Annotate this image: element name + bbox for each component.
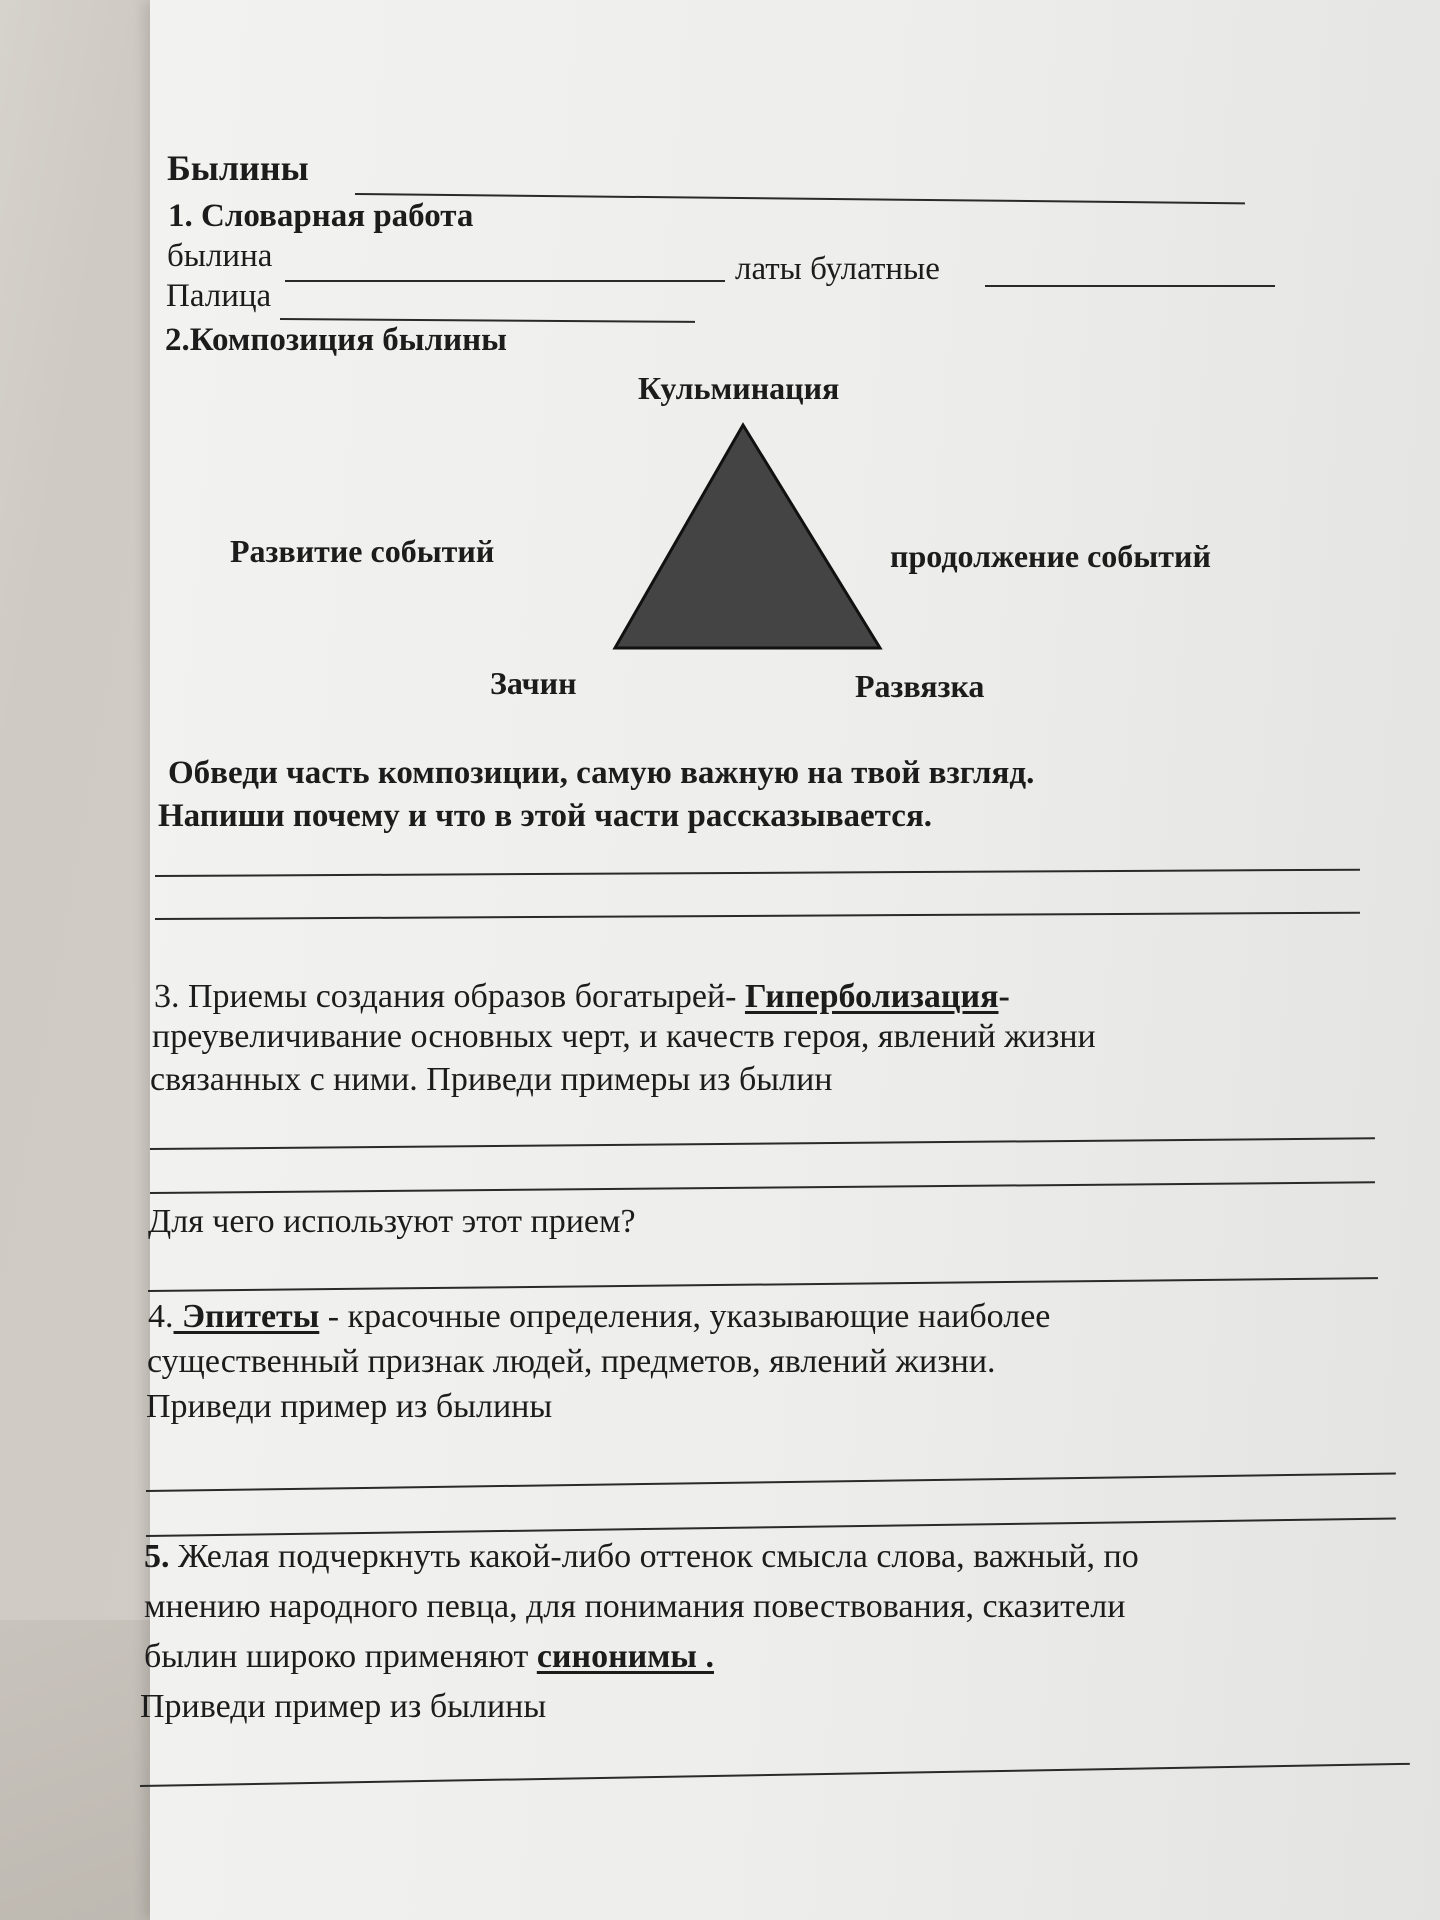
section-5-line-4: Приведи пример из былины: [140, 1688, 547, 1725]
circle-task-line-1: Обведи часть композиции, самую важную на твой взгляд.: [168, 755, 1035, 791]
section-3-dash: -: [998, 978, 1010, 1015]
section-4-answer-line-1: [146, 1473, 1396, 1492]
term-bylina: былина: [167, 238, 273, 274]
section-3-question: Для чего используют этот прием?: [148, 1203, 636, 1240]
section-5-text: Желая подчеркнуть какой-либо оттенок смысла слова, важный, по: [169, 1538, 1139, 1575]
circle-task-answer-line-1: [155, 869, 1360, 877]
section-4-number: 4.: [148, 1298, 174, 1335]
section-4-line-3: Приведи пример из былины: [146, 1388, 553, 1425]
composition-triangle: [610, 420, 900, 655]
section-4-answer-line-2: [146, 1518, 1396, 1537]
section-4-definition: - красочные определения, указывающие наиболее: [319, 1298, 1051, 1335]
title-answer-line: [355, 193, 1245, 204]
section-3-line-1: [154, 980, 1010, 1014]
section-5-line-2: мнению народного певца, для понимания повествования, сказители: [144, 1588, 1126, 1625]
section-4-line-2: существенный признак людей, предметов, явлений жизни.: [147, 1343, 996, 1380]
section-5-answer-line: [140, 1763, 1410, 1787]
term-synonyms: синонимы .: [536, 1638, 714, 1675]
label-denouement: Развязка: [855, 668, 985, 704]
label-culmination: Кульминация: [638, 370, 840, 406]
section-3-line-2: преувеличивание основных черт, и качеств героя, явлений жизни: [152, 1018, 1096, 1055]
term-epithets: Эпитеты: [173, 1298, 320, 1335]
section-3-answer-line-1: [150, 1137, 1375, 1150]
worksheet-title: Былины: [167, 148, 309, 188]
term-palitsa: Палица: [166, 278, 272, 314]
section-5-line-1: [144, 1540, 1139, 1574]
section-5-line-3-prefix: былин широко применяют: [144, 1638, 537, 1675]
section-5-number: 5.: [144, 1538, 170, 1575]
section-3-answer-line-2: [150, 1181, 1375, 1194]
laty-answer-line: [985, 285, 1275, 287]
section-4-line-1: [148, 1300, 1050, 1334]
section-5-line-3: [144, 1640, 714, 1674]
term-laty-bulatnye: латы булатные: [735, 251, 940, 287]
circle-task-answer-line-2: [155, 912, 1360, 920]
label-development: Развитие событий: [230, 533, 495, 569]
section-3-line-3: связанных с ними. Приведи примеры из былин: [150, 1061, 833, 1098]
section-1-heading: 1. Словарная работа: [168, 198, 474, 234]
label-beginning: Зачин: [490, 665, 577, 701]
triangle-shape: [615, 425, 880, 648]
section-2-heading: 2.Композиция былины: [165, 322, 507, 358]
circle-task-line-2: Напиши почему и что в этой части рассказывается.: [158, 798, 933, 834]
section-3-prefix: 3. Приемы создания образов богатырей-: [154, 978, 745, 1015]
term-hyperbolization: Гиперболизация: [744, 978, 999, 1015]
bylina-answer-line: [285, 280, 725, 282]
section-3-question-answer-line: [148, 1277, 1378, 1292]
worksheet-page: [140, 0, 1440, 1920]
label-continuation: продолжение событий: [890, 538, 1211, 574]
